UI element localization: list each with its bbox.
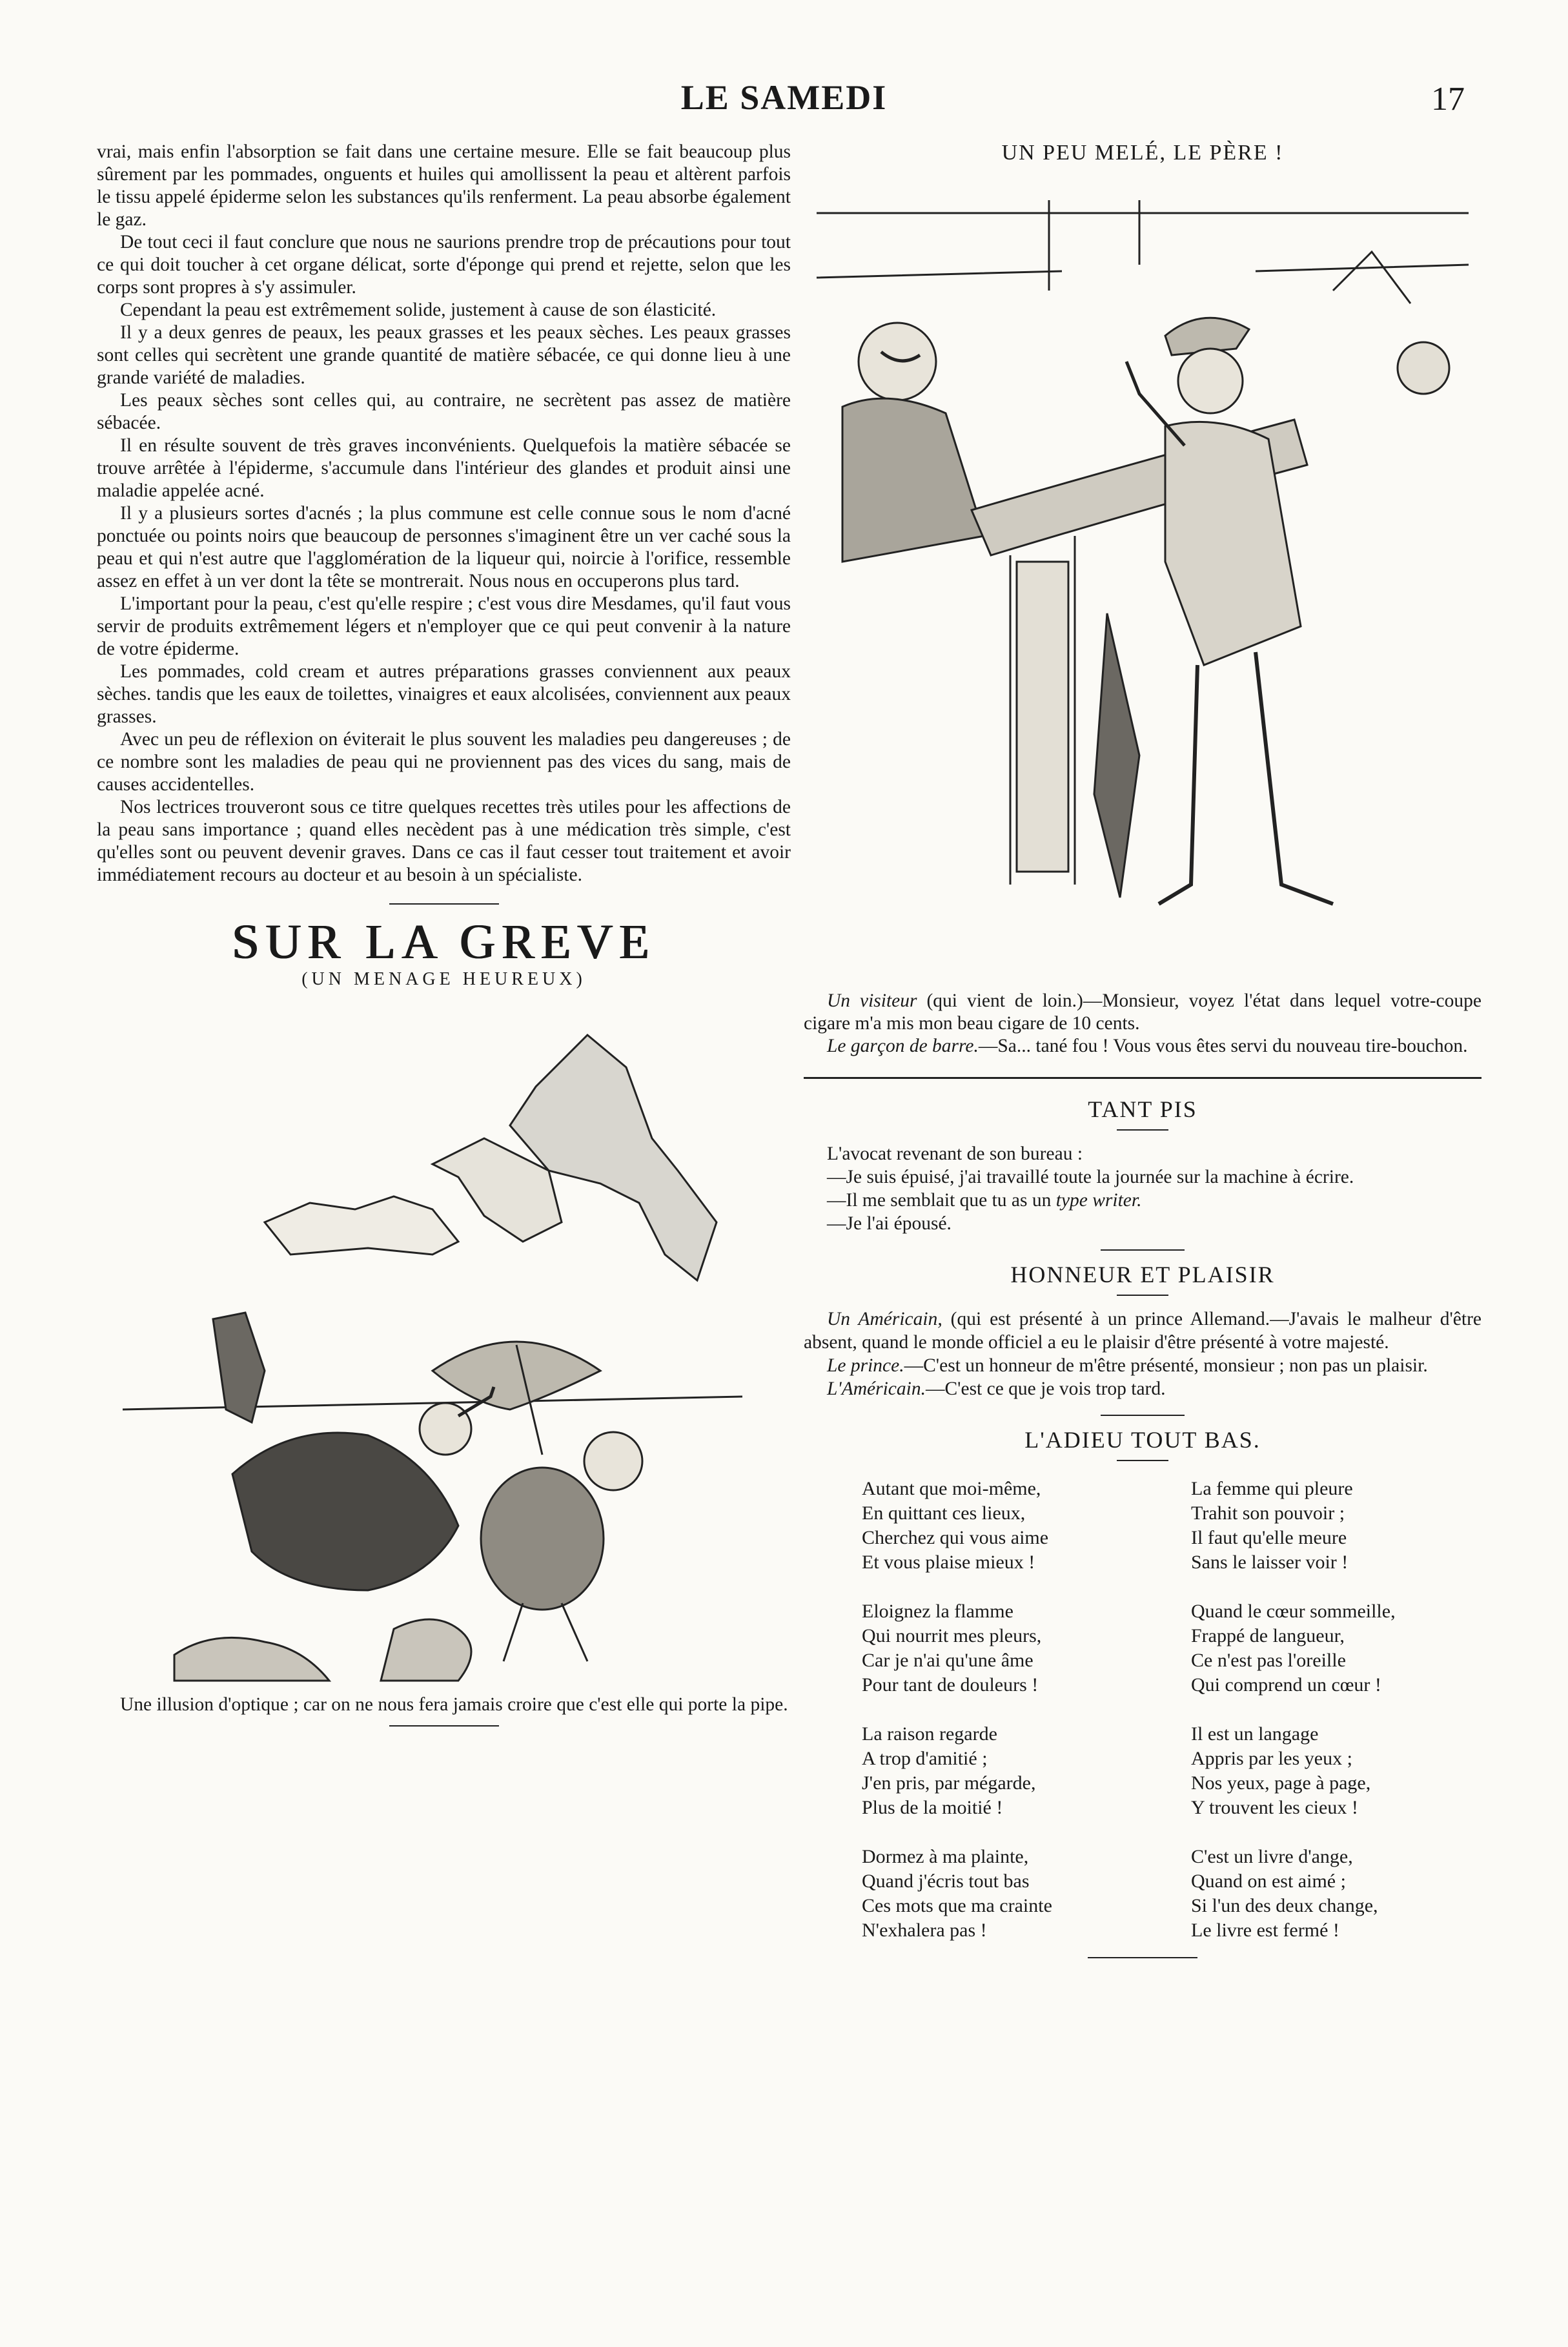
honneur-title: HONNEUR ET PLAISIR	[1010, 1262, 1275, 1287]
poem-stanza	[1191, 1722, 1370, 1820]
tant-pis-title: TANT PIS	[1088, 1096, 1197, 1122]
greve-title: SUR LA GREVE	[232, 915, 656, 969]
article-paragraph: Les peaux sèches sont celles qui, au contraire, ne secrètent pas assez de matière sébacée.	[97, 390, 791, 433]
honneur-text	[804, 1307, 1481, 1400]
poem-line: Y trouvent les cieux !	[1191, 1797, 1358, 1818]
type-writer-phrase: type writer.	[1055, 1190, 1142, 1211]
poem-line: Quand j'écris tout bas	[862, 1870, 1030, 1892]
dialog-line	[804, 1189, 1481, 1212]
poem-line: Plus de la moitié !	[862, 1797, 1003, 1818]
cartoon-title: UN PEU MELÉ, LE PÈRE !	[1001, 141, 1284, 165]
dialog-line: —Je l'ai épousé.	[827, 1213, 952, 1234]
column-divider	[804, 1077, 1481, 1079]
cartoon-caption-line-2	[804, 1035, 1481, 1058]
poem-line: Sans le laisser voir !	[1191, 1552, 1349, 1573]
beach-couple-illustration	[97, 1009, 791, 1687]
poem-line: Appris par les yeux ;	[1191, 1748, 1352, 1769]
poem-stanza	[1191, 1599, 1396, 1697]
poem-line: Ce n'est pas l'oreille	[1191, 1650, 1346, 1671]
poem-line: Eloignez la flamme	[862, 1601, 1013, 1622]
dialog-line: —Je suis épuisé, j'ai travaillé toute la journée sur la machine à écrire.	[827, 1167, 1354, 1187]
bartender-line: —Sa... tané fou ! Vous vous êtes servi du nouveau tire-bouchon.	[978, 1036, 1468, 1056]
speaker-american: L'Américain.	[827, 1378, 926, 1399]
bar-scene-drawing	[804, 174, 1481, 985]
poem-stanza	[862, 1722, 1035, 1820]
article-paragraph: L'important pour la peau, c'est qu'elle respire ; c'est vous dire Mesdames, qu'il faut vous servir de produits extrêmement légers et n'employer que ce qui peut convenir à la nature de votre épiderme.	[97, 593, 791, 659]
poem-line: A trop d'amitié ;	[862, 1748, 988, 1769]
poem-line: Frappé de langueur,	[1191, 1625, 1345, 1646]
article-paragraph: Avec un peu de réflexion on éviterait le plus souvent les maladies peu dangereuses ; de ce nombre sont les maladies de peau qui ne proviennent pas des vices du sang, mais de causes accidentelles.	[97, 729, 791, 795]
dialog-line	[804, 1307, 1481, 1354]
poem-line: Et vous plaise mieux !	[862, 1552, 1035, 1573]
dialog-line: L'avocat revenant de son bureau :	[827, 1143, 1083, 1164]
poem-line: En quittant ces lieux,	[862, 1502, 1026, 1524]
cartoon-caption-line-1	[804, 990, 1481, 1035]
poem-line: Le livre est fermé !	[1191, 1920, 1339, 1941]
speaker-prince: Le prince.	[827, 1355, 904, 1376]
article-paragraph: Il y a deux genres de peaux, les peaux grasses et les peaux sèches. Les peaux grasses sont celles qui secrètent une grande quantité de matière sébacée, ce qui donne lieu à une grande variété de maladies.	[97, 322, 791, 388]
poem-line: Si l'un des deux change,	[1191, 1895, 1378, 1916]
poem-line: Quand on est aimé ;	[1191, 1870, 1346, 1892]
poem-stanza	[1191, 1845, 1378, 1943]
journal-title: LE SAMEDI	[680, 78, 888, 117]
article-paragraph: Les pommades, cold cream et autres préparations grasses conviennent aux peaux sèches. tandis que les eaux de toilettes, vinaigres et eaux alcolisées, conviennent aux peaux grasses.	[97, 661, 791, 727]
dialog-line	[804, 1354, 1481, 1377]
poem-stanza	[862, 1599, 1041, 1697]
speaker-bartender: Le garçon de barre.	[827, 1036, 979, 1056]
american-reply: —C'est ce que je vois trop tard.	[925, 1378, 1166, 1399]
poem-line: Trahit son pouvoir ;	[1191, 1502, 1345, 1524]
adieu-title: L'ADIEU TOUT BAS.	[1024, 1427, 1261, 1453]
poem-line: Qui nourrit mes pleurs,	[862, 1625, 1042, 1646]
poem-line: N'exhalera pas !	[862, 1920, 987, 1941]
left-column	[97, 141, 791, 1727]
poem-line: J'en pris, par mégarde,	[862, 1772, 1036, 1794]
poem-line: Qui comprend un cœur !	[1191, 1674, 1381, 1696]
poem-line: Ces mots que ma crainte	[862, 1895, 1052, 1916]
cartoon-caption	[804, 990, 1481, 1058]
poem-stanza	[1191, 1477, 1353, 1575]
section-divider	[1088, 1957, 1197, 1958]
page-header	[0, 77, 1568, 136]
section-divider	[1101, 1249, 1185, 1251]
poem-line: Dormez à ma plainte,	[862, 1846, 1029, 1867]
american-line: (qui est présenté à un prince Allemand.—J'avais le malheur d'être absent, quand le monde officiel a eu le plaisir d'être présenté à votre majesté.	[804, 1309, 1481, 1353]
prince-line: —C'est un honneur de m'être présenté, monsieur ; non pas un plaisir.	[904, 1355, 1428, 1376]
greve-subtitle: (UN MENAGE HEUREUX)	[301, 969, 586, 989]
article-paragraph: vrai, mais enfin l'absorption se fait dans une certaine mesure. Elle se fait beaucoup plus sûrement par les pommades, onguents et huiles qui amollissent la peau et altèrent parfois le tissu appelé épiderme selon les substances qu'ils renferment. La peau absorbe également le gaz.	[97, 141, 791, 230]
article-paragraph: Nos lectrices trouveront sous ce titre quelques recettes très utiles pour les affections de la peau sans importance ; quand elles necèdent pas à une médication très simple, c'est qu'elles sont ou peuvent devenir graves. Dans ce cas il faut cesser tout traitement et avoir immédiatement recours au docteur et au besoin à un spécialiste.	[97, 797, 791, 885]
visitor-line: (qui vient de loin.)—Monsieur, voyez l'état dans lequel votre-coupe cigare m'a mis mon beau cigare de 10 cents.	[804, 990, 1481, 1034]
poem-line: Nos yeux, page à page,	[1191, 1772, 1371, 1794]
poem-line: Quand le cœur sommeille,	[1191, 1601, 1396, 1622]
poem-line: Car je n'ai qu'une âme	[862, 1650, 1033, 1671]
dialog-line	[804, 1377, 1481, 1400]
adieu-poem	[804, 1477, 1481, 1954]
title-underline	[1117, 1129, 1168, 1131]
poem-line: La raison regarde	[862, 1723, 997, 1745]
poem-stanza	[862, 1477, 1048, 1575]
poem-line: Il est un langage	[1191, 1723, 1319, 1745]
poem-line: Cherchez qui vous aime	[862, 1527, 1049, 1548]
bar-cartoon-illustration	[804, 174, 1481, 985]
article-paragraph: Cependant la peau est extrêmement solide, justement à cause de son élasticité.	[120, 300, 717, 320]
poem-stanza	[862, 1845, 1052, 1943]
right-column	[804, 141, 1481, 1958]
poem-line: C'est un livre d'ange,	[1191, 1846, 1353, 1867]
greve-illustration	[97, 1009, 791, 1687]
article-paragraph: Il y a plusieurs sortes d'acnés ; la plus commune est celle connue sous le nom d'acné ponctuée ou points noirs que beaucoup de personnes s'imaginent être un ver caché sous la peau et qui n'est autre que l'agglomération de la liqueur qui, noircie à l'orifice, ressemble assez en effet à un ver dont la tête se montrerait. Nous nous en occuperons plus tard.	[97, 503, 791, 591]
speaker-visitor: Un visiteur	[827, 990, 917, 1011]
article-paragraph: Il en résulte souvent de très graves inconvénients. Quelquefois la matière sébacée se trouve arrêtée à l'épiderme, s'accumule dans l'intérieur des glandes et produit ainsi une maladie appelée acné.	[97, 435, 791, 501]
section-divider	[389, 1725, 499, 1727]
dialog-line-text: —Il me semblait que tu as un	[827, 1190, 1056, 1211]
section-divider	[1101, 1415, 1185, 1416]
poem-line: La femme qui pleure	[1191, 1478, 1353, 1499]
speaker-american: Un Américain,	[827, 1309, 942, 1329]
poem-line: Autant que moi-même,	[862, 1478, 1041, 1499]
greve-caption: Une illusion d'optique ; car on ne nous fera jamais croire que c'est elle qui porte la pipe.	[120, 1694, 788, 1715]
article-paragraph: De tout ceci il faut conclure que nous ne saurions prendre trop de précautions pour tout ce qui doit toucher à cet organe délicat, sorte d'éponge qui prend et rejette, selon que les corps sont propres à s'y assimuler.	[97, 232, 791, 298]
tant-pis-text	[804, 1142, 1481, 1235]
poem-line: Pour tant de douleurs !	[862, 1674, 1039, 1696]
page-number: 17	[1431, 81, 1465, 118]
title-underline	[1117, 1295, 1168, 1296]
title-underline	[1117, 1460, 1168, 1461]
poem-line: Il faut qu'elle meure	[1191, 1527, 1347, 1548]
section-divider	[389, 903, 499, 905]
